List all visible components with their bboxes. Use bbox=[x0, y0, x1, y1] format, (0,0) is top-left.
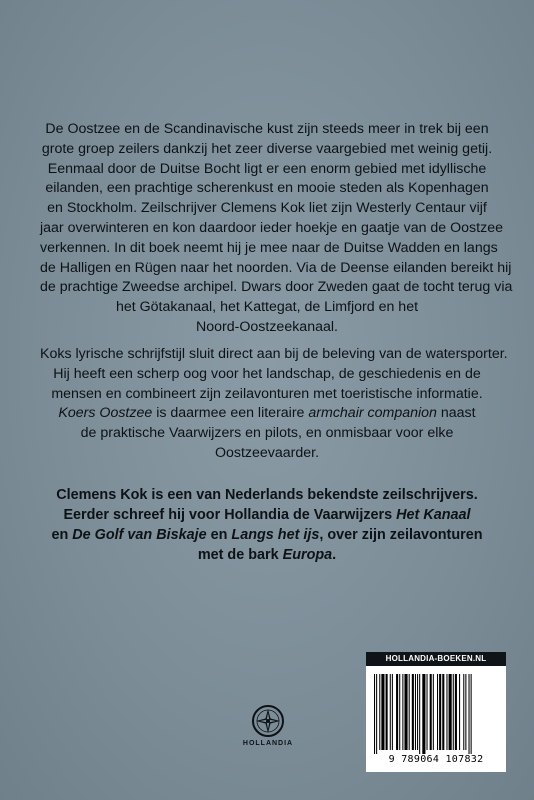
barcode-bar bbox=[399, 674, 400, 750]
barcode-bar bbox=[390, 674, 391, 750]
compass-rose-icon bbox=[251, 704, 285, 738]
barcode-bar bbox=[379, 674, 380, 750]
book-title: Het Kanaal bbox=[396, 507, 471, 523]
barcode-bar bbox=[455, 674, 457, 750]
barcode-bar bbox=[422, 674, 425, 754]
text-line bbox=[40, 545, 494, 565]
barcode-bar bbox=[430, 674, 432, 750]
text-line: Hij heeft een scherp oog voor het landschap, de geschiedenis en de bbox=[53, 365, 481, 382]
barcode-bar bbox=[437, 674, 438, 750]
barcode-bar bbox=[469, 674, 470, 754]
book-title: Koers Oostzee bbox=[58, 405, 153, 422]
barcode-bar bbox=[417, 674, 418, 750]
barcode-bar bbox=[471, 674, 472, 754]
barcode-bar bbox=[374, 674, 375, 754]
text-fragment: is daarmee een literaire bbox=[152, 405, 309, 422]
text-fragment: Eerder schreef hij voor Hollandia de Vaarwijzers bbox=[63, 507, 397, 523]
description-paragraph bbox=[40, 120, 513, 338]
barcode-bar bbox=[433, 674, 434, 750]
barcode-bar bbox=[392, 674, 393, 750]
text-fragment: met de bark bbox=[197, 547, 283, 563]
barcode-bar bbox=[396, 674, 398, 750]
barcode-bar bbox=[439, 674, 441, 750]
text-line bbox=[40, 505, 494, 525]
text-fragment: naast bbox=[436, 405, 476, 422]
text-line: Clemens Kok is een van Nederlands bekendste zeilschrijvers. bbox=[56, 487, 478, 503]
text-line: verkennen. In dit boek neemt hij je mee naar de Duitse Wadden en langs bbox=[40, 239, 498, 256]
barcode-bar bbox=[412, 674, 414, 750]
barcode-bar bbox=[381, 674, 384, 750]
text-line: De Oostzee en de Scandinavische kust zijn steeds meer in trek bij een bbox=[45, 121, 489, 137]
text-fragment: en bbox=[206, 527, 232, 543]
book-title: Langs het ijs bbox=[231, 527, 320, 543]
text-fragment: . bbox=[332, 547, 337, 563]
text-line bbox=[40, 404, 494, 424]
text-line: Noord-Oostzeekanaal. bbox=[196, 318, 338, 335]
publisher-url: HOLLANDIA-BOEKEN.NL bbox=[366, 652, 506, 666]
barcode-bar bbox=[465, 674, 466, 750]
text-fragment: en bbox=[51, 527, 73, 543]
text-line: grote groep zeilers dankzij het zeer diverse vaargebied met weinig getij. bbox=[41, 140, 493, 157]
text-line: jaar overwinteren en kon daardoor ieder hoekje en gaatje van de Oostzee bbox=[40, 219, 503, 236]
barcode-bar bbox=[415, 674, 416, 750]
text-line: de prachtige Zweedse archipel. Dwars door Zweden gaat de tocht terug via bbox=[40, 279, 513, 296]
text-line: de praktische Vaarwijzers en pilots, en onmisbaar voor elke bbox=[80, 425, 454, 442]
barcode-bar bbox=[419, 674, 420, 754]
barcode-bar bbox=[459, 674, 460, 750]
barcode-bar bbox=[409, 674, 410, 750]
text-line: en Stockholm. Zeilschrijver Clemens Kok liet zijn Westerly Centaur vijf bbox=[47, 200, 487, 217]
ship-name: Europa bbox=[282, 547, 333, 563]
publisher-name: HOLLANDIA bbox=[242, 740, 294, 747]
author-bio-paragraph bbox=[40, 485, 494, 565]
text-line: Koks lyrische schrijfstijl sluit direct aan bij de beleving van de watersporter. bbox=[40, 346, 508, 362]
barcode-bar bbox=[386, 674, 388, 750]
barcode bbox=[374, 674, 498, 754]
barcode-bar bbox=[446, 674, 447, 750]
publisher-logo bbox=[237, 704, 299, 747]
text-line: mensen en combineert zijn zeilavonturen met toeristische informatie. bbox=[51, 385, 483, 402]
emphasis-text: armchair companion bbox=[308, 405, 437, 422]
text-line: eilanden, een prachtige scherenkust en mooie steden als Kopenhagen bbox=[45, 180, 489, 197]
barcode-bar bbox=[427, 674, 428, 750]
text-line: het Götakanaal, het Kattegat, de Limfjord en het bbox=[115, 299, 419, 316]
barcode-bar bbox=[376, 674, 377, 754]
text-line: Eenmaal door de Duitse Bocht ligt er een enorm gebied met idyllische bbox=[47, 160, 487, 177]
style-paragraph bbox=[40, 345, 508, 464]
book-title: De Golf van Biskaje bbox=[72, 527, 207, 543]
barcode-bar bbox=[453, 674, 454, 750]
text-line bbox=[40, 525, 494, 545]
isbn-number: 9 789064 107832 bbox=[388, 754, 484, 765]
text-fragment: , over zijn zeilavonturen bbox=[319, 527, 483, 543]
text-line: Oostzeevaarder. bbox=[214, 444, 320, 461]
text-line: de Halligen en Rügen naar het noorden. Via de Deense eilanden bereikt hij bbox=[40, 259, 512, 276]
barcode-bar bbox=[442, 674, 444, 750]
barcode-bar bbox=[402, 674, 403, 750]
barcode-bar bbox=[449, 674, 452, 750]
barcode-bar bbox=[404, 674, 407, 750]
barcode-bar bbox=[463, 674, 464, 750]
barcode-label bbox=[366, 652, 506, 772]
